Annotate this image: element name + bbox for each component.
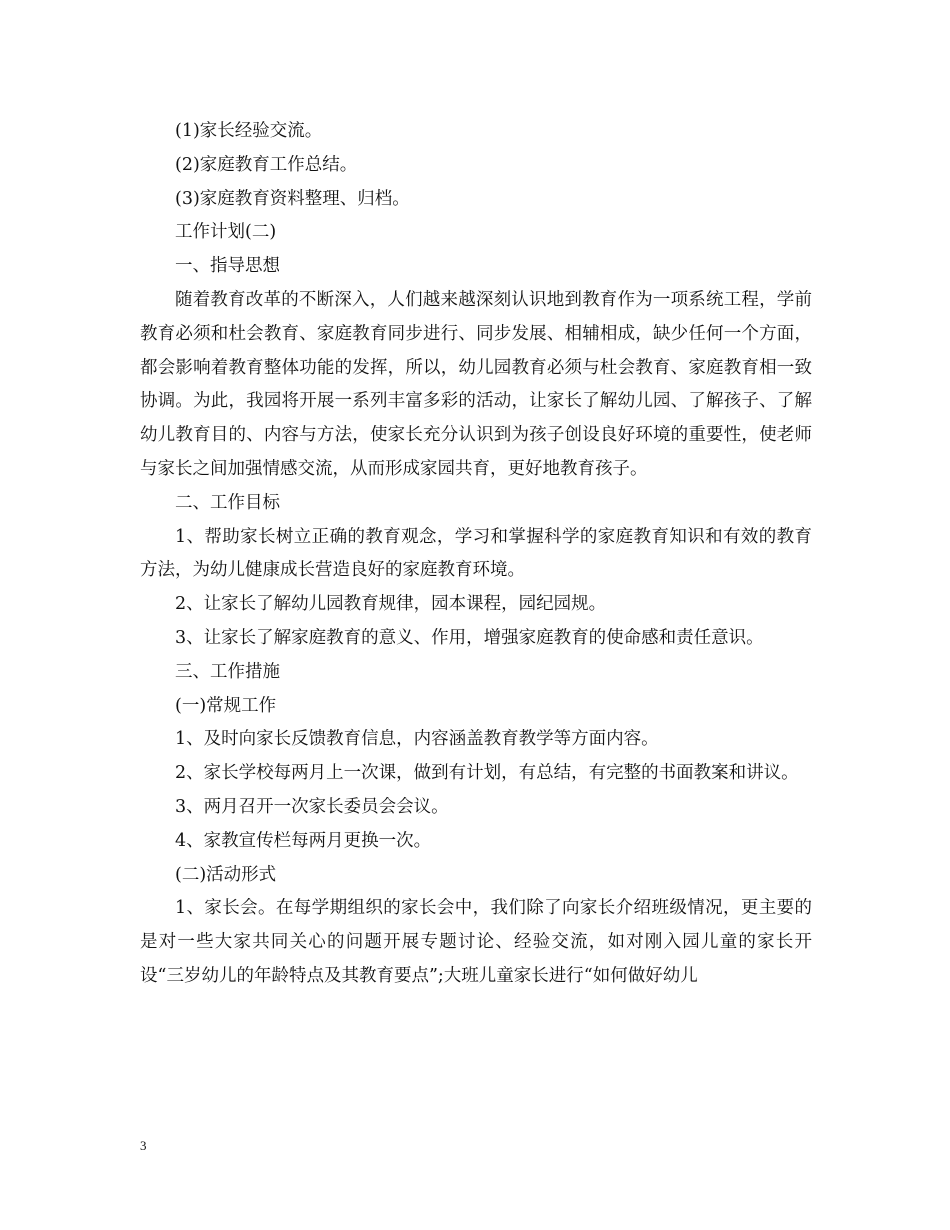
page-number: 3 [140, 1138, 147, 1153]
subheading-routine-work: (一)常规工作 [175, 695, 277, 716]
document-body [140, 115, 812, 994]
routine-item-4: 4、家教宣传栏每两月更换一次。 [175, 830, 432, 851]
heading-work-goals: 二、工作目标 [175, 492, 280, 513]
list-item-archiving: (3)家庭教育资料整理、归档。 [175, 188, 410, 209]
heading-guiding-ideology: 一、指导思想 [175, 256, 280, 277]
goal-item-3: 3、让家长了解家庭教育的意义、作用，增强家庭教育的使命感和责任意识。 [175, 627, 764, 648]
routine-item-2: 2、家长学校每两月上一次课，做到有计划，有总结，有完整的书面教案和讲议。 [175, 763, 799, 784]
activity-item-1: 1、家长会。在每学期组织的家长会中，我们除了向家长介绍班级情况，更主要的是对一些大家共同关心的问题开展专题讨论、经验交流，如对刚入园儿童的家长开设“三岁幼儿的年龄特点及其教育要点”;大班儿童家长进行“如何做好幼儿 [140, 898, 812, 986]
list-item-education-summary: (2)家庭教育工作总结。 [175, 154, 358, 175]
goal-item-1: 1、帮助家长树立正确的教育观念，学习和掌握科学的家庭教育知识和有效的教育方法，为幼儿健康成长营造良好的家庭教育环境。 [140, 526, 812, 581]
heading-work-measures: 三、工作措施 [175, 661, 280, 682]
subheading-activity-forms: (二)活动形式 [175, 864, 277, 885]
list-item-parent-exchange: (1)家长经验交流。 [175, 121, 323, 141]
routine-item-3: 3、两月召开一次家长委员会会议。 [175, 796, 449, 817]
goal-item-2: 2、让家长了解幼儿园教育规律，园本课程，园纪园规。 [175, 594, 607, 615]
routine-item-1: 1、及时向家长反馈教育信息，内容涵盖教育教学等方面内容。 [175, 729, 659, 750]
section-title-work-plan-2: 工作计划(二) [175, 222, 277, 243]
paragraph-guiding-ideology: 随着教育改革的不断深入，人们越来越深刻认识地到教育作为一项系统工程，学前教育必须和杜会教育、家庭教育同步进行、同步发展、相辅相成，缺少任何一个方面，都会影响着教育整体功能的发挥，所以，幼儿园教育必须与杜会教育、家庭教育相一致协调。为此，我园将开展一系列丰富多彩的活动，让家长了解幼儿园、了解孩子、了解幼儿教育目的、内容与方法，使家长充分认识到为孩子创设良好环境的重要性，使老师与家长之间加强情感交流，从而形成家园共育，更好地教育孩子。 [140, 289, 812, 479]
